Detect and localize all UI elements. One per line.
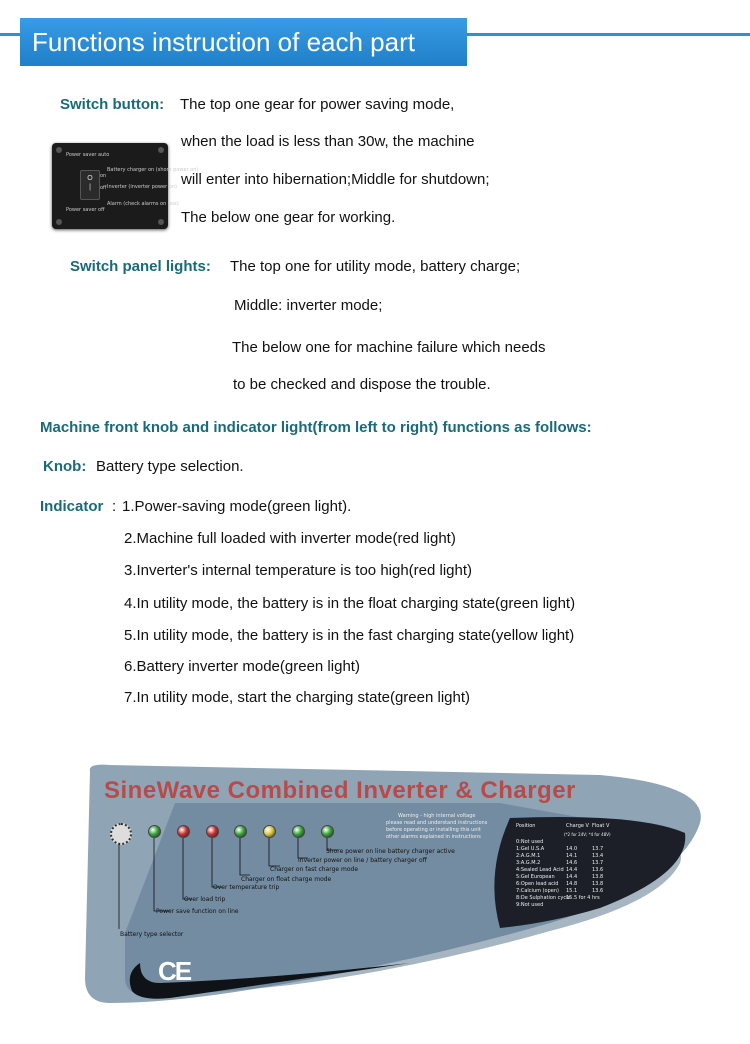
indicator-item-1: 1.Power-saving mode(green light). xyxy=(122,498,352,515)
screw-icon xyxy=(158,219,164,225)
table-row xyxy=(516,895,666,902)
screw-icon xyxy=(56,219,62,225)
inverter-front-panel xyxy=(80,763,710,1008)
switch-light-2: Inverter (inverter power on) xyxy=(107,184,177,190)
table-rows xyxy=(516,839,666,909)
table-cell: 9:Not used xyxy=(516,902,544,908)
indicator-item-7: 7.In utility mode, start the charging state(green light) xyxy=(124,689,471,706)
panel-title: SineWave Combined Inverter & Charger xyxy=(104,777,576,804)
switch-top-label: Power saver auto xyxy=(66,152,110,158)
panel-lights-label: Switch panel lights: xyxy=(70,258,211,275)
indicator-item-3: 3.Inverter's internal temperature is too high(red light) xyxy=(124,562,473,579)
warning-line-3: before operating or installing this unit xyxy=(386,827,481,833)
led-label-1: Power save function on line xyxy=(156,908,239,915)
switch-panel-image xyxy=(52,143,199,229)
led-3-icon xyxy=(206,825,219,838)
table-note: (*2 for 24V; *4 for 48V) xyxy=(564,832,611,837)
panel-lights-line-1: The top one for utility mode, battery charge; xyxy=(230,258,521,275)
table-cell: 0:Not used xyxy=(516,839,544,845)
led-label-6: Inverter power on line / battery charger off xyxy=(298,857,427,864)
led-5-icon xyxy=(263,825,276,838)
indicator-item-4: 4.In utility mode, the battery is in the float charging state(green light) xyxy=(124,595,576,612)
table-cell: 2:A.G.M.1 xyxy=(516,853,541,859)
table-cell: 15.5 for 4 hrs xyxy=(566,895,600,901)
table-header-float: Float V xyxy=(592,823,610,829)
table-row xyxy=(516,881,666,888)
table-header-position: Position xyxy=(516,823,536,829)
table-row xyxy=(516,846,666,853)
table-note-row xyxy=(516,831,666,839)
table-row xyxy=(516,888,666,895)
led-label-3: Over temperature trip xyxy=(213,884,280,891)
switch-on-label: on xyxy=(100,173,107,179)
led-label-2: Over load trip xyxy=(184,896,226,903)
led-4-icon xyxy=(234,825,247,838)
switch-line-3: will enter into hibernation;Middle for shutdown; xyxy=(181,171,490,188)
led-label-4: Charger on float charge mode xyxy=(241,876,332,883)
switch-line-2: when the load is less than 30w, the machine xyxy=(181,133,475,150)
page-title: Functions instruction of each part xyxy=(20,18,467,66)
warning-line-2: please read and understand instructions xyxy=(386,820,488,826)
led-label-0: Battery type selector xyxy=(120,931,184,938)
table-cell: 3:A.G.M.2 xyxy=(516,860,541,866)
panel-lights-line-2: Middle: inverter mode; xyxy=(234,297,383,314)
table-row xyxy=(516,860,666,867)
table-cell: 14.4 xyxy=(566,867,578,873)
table-cell: 14.4 xyxy=(566,874,578,880)
warning-line-4: other alarms explained in instructions xyxy=(386,834,481,840)
knob-label: Knob: xyxy=(43,458,87,475)
switch-light-3: Alarm (check alarms on box) xyxy=(107,201,179,207)
panel-lights-line-4: to be checked and dispose the trouble. xyxy=(233,376,491,393)
table-cell: 13.8 xyxy=(592,874,604,880)
table-cell: 14.6 xyxy=(566,860,578,866)
header-rule-left xyxy=(0,33,20,36)
table-cell: 4:Sealed Lead Acid xyxy=(516,867,564,873)
indicator-item-6: 6.Battery inverter mode(green light) xyxy=(124,658,360,675)
indicator-item-5: 5.In utility mode, the battery is in the fast charging state(yellow light) xyxy=(124,627,575,644)
table-cell: 13.7 xyxy=(592,846,604,852)
table-cell: 14.0 xyxy=(566,846,578,852)
led-1-icon xyxy=(148,825,161,838)
switch-button-label: Switch button: xyxy=(60,96,165,113)
panel-lights-line-3: The below one for machine failure which needs xyxy=(232,339,546,356)
led-label-5: Charger on fast charge mode xyxy=(270,866,359,873)
table-row xyxy=(516,867,666,874)
switch-line-1: The top one gear for power saving mode, xyxy=(180,96,455,113)
table-cell: 8:De Sulphation cycle xyxy=(516,895,571,901)
table-cell: 5:Gel European xyxy=(516,874,555,880)
table-header-charge: Charge V xyxy=(566,823,589,829)
table-row xyxy=(516,853,666,860)
indicator-colon: : xyxy=(112,498,117,515)
battery-type-table xyxy=(516,823,666,909)
table-cell: 13.6 xyxy=(592,888,604,894)
led-6-icon xyxy=(292,825,305,838)
header-rule-right xyxy=(467,33,750,36)
table-cell: 13.7 xyxy=(592,860,604,866)
table-cell: 1:Gel U.S.A xyxy=(516,846,545,852)
switch-line-4: The below one gear for working. xyxy=(181,209,396,226)
table-cell: 15.1 xyxy=(566,888,578,894)
switch-bottom-label: Power saver off xyxy=(66,207,105,213)
table-cell: 7:Calcium (open) xyxy=(516,888,559,894)
screw-icon xyxy=(56,147,62,153)
table-header xyxy=(516,823,666,831)
table-row xyxy=(516,902,666,909)
switch-light-1: Battery charger on (shore power on) xyxy=(107,167,199,173)
switch-off-label: off xyxy=(100,185,107,191)
led-7-icon xyxy=(321,825,334,838)
rocker-switch: O | xyxy=(80,170,100,200)
table-cell: 14.1 xyxy=(566,853,578,859)
ce-mark: CE xyxy=(158,956,191,986)
warning-line-1: Warning - high internal voltage xyxy=(398,813,476,819)
screw-icon xyxy=(158,147,164,153)
table-cell: 13.8 xyxy=(592,881,604,887)
indicator-label: Indicator xyxy=(40,498,104,515)
table-row xyxy=(516,839,666,846)
front-knob-heading: Machine front knob and indicator light(from left to right) functions as follows: xyxy=(40,419,592,436)
table-cell: 14.8 xyxy=(566,881,578,887)
led-2-icon xyxy=(177,825,190,838)
led-label-7: Shore power on line battery charger active xyxy=(326,848,455,855)
indicator-item-2: 2.Machine full loaded with inverter mode(red light) xyxy=(124,530,456,547)
table-cell: 13.6 xyxy=(592,867,604,873)
table-row xyxy=(516,874,666,881)
battery-type-knob xyxy=(110,823,132,845)
knob-text: Battery type selection. xyxy=(96,458,244,475)
table-cell: 6:Open lead acid xyxy=(516,881,559,887)
table-cell: 13.4 xyxy=(592,853,604,859)
